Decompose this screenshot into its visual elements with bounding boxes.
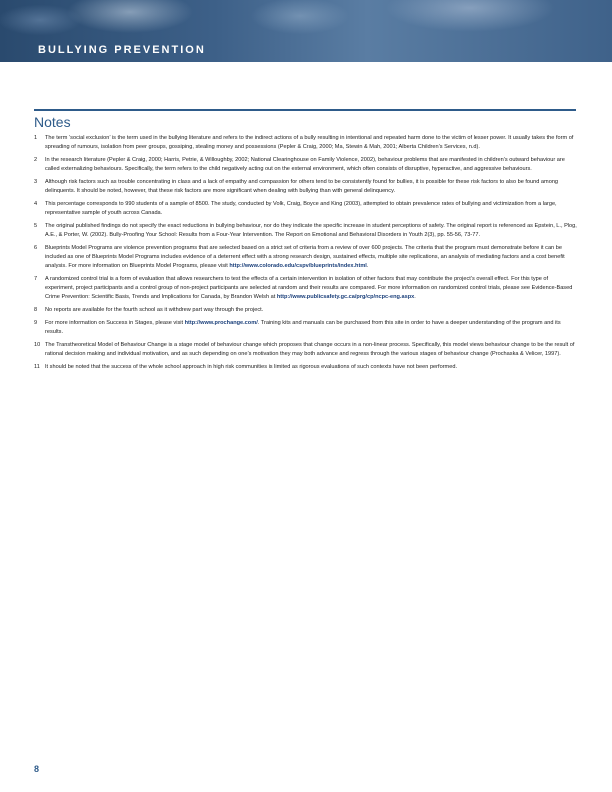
note-text: It should be noted that the success of the whole school approach in high risk communities is limited as rigorous evaluations of such contexts have not been performed.	[45, 364, 457, 370]
note-body: A randomized control trial is a form of evaluation that allows researchers to test the effects of a certain intervention in isolation of other factors that may contribute the project’s overall effect. For this type of experiment, project participants and a control group of non-project participants are selected at random and their results are compared. For more information on randomized control trials, please see Evidence-Based Crime Prevention: Scientific Basis, Trends and Implications for Canada, by Brandon Welsh at	[45, 276, 573, 300]
note-item	[34, 222, 578, 240]
note-number: 7	[34, 276, 38, 282]
note-number: 11	[34, 364, 40, 370]
note-item	[34, 319, 578, 337]
note-text: This percentage corresponds to 990 students of a sample of 8500. The study, conducted by Volk, Craig, Boyce and King (2003), attempted to obtain prevalence rates of bullying and victimization from a large, representative sample of youth across Canada.	[45, 201, 557, 216]
note-item	[34, 341, 578, 359]
note-item	[34, 134, 578, 152]
note-suffix: .	[414, 294, 416, 300]
note-text: The Transtheoretical Model of Behaviour Change is a stage model of behaviour change which proposes that change occurs in a non-linear process. Specifically, this model views behaviour change to be the result of rational decision making and individual motivation, and as such depending on one’s motivation they may both advance and regress through the various stages of behaviour change (Prochaska & Velicer, 1997).	[45, 342, 575, 357]
note-item	[34, 275, 578, 302]
prochange-link[interactable]: http://www.prochange.com/	[184, 320, 258, 326]
note-item	[34, 244, 578, 271]
note-text: Although risk factors such as trouble concentrating in class and a lack of empathy and compassion for others tend to be consistently found for bullies, it is possible for these risk factors to also be found among delinquents. It should be noted, however, that these risk factors are more significant when dealing with bullying than with general delinquency.	[45, 179, 559, 194]
header-photo	[0, 0, 612, 40]
section-heading: Notes	[34, 114, 71, 130]
note-number: 9	[34, 320, 38, 326]
section-rule	[34, 109, 576, 111]
note-item	[34, 200, 578, 218]
note-text: In the research literature (Pepler & Craig, 2000; Harris, Petrie, & Willoughby, 2002; National Clearinghouse on Family Violence, 2002), behaviour problems that are manifested in children’s outward behaviour are called externalizing behaviours. Specifically, the term refers to the child negatively acting out on the external environment, which often consists of disruptive, hyperactive, and aggressive behaviours.	[45, 157, 565, 172]
note-text: The term ‘social exclusion’ is the term used in the bullying literature and refers to the indirect actions of a bully resulting in intentional and repeated harm done to the victim of lesser power. It usually takes the form of spreading of rumours, isolation from peer groups, gossiping, stealing money and possessions (Pepler & Craig, 2000; Ma, Stewin & Mah, 2001; Alberta Children’s Services, n.d).	[45, 135, 574, 150]
note-number: 5	[34, 223, 38, 229]
note-item	[34, 156, 578, 174]
note-text	[45, 244, 578, 271]
note-text	[45, 319, 578, 337]
note-text: No reports are available for the fourth school as it withdrew part way through the project.	[45, 307, 264, 313]
header-banner	[0, 0, 612, 62]
note-suffix: .	[366, 263, 369, 269]
note-item	[34, 178, 578, 196]
public-safety-link[interactable]: http://www.publicsafety.gc.ca/prg/cp/ncpc-eng.aspx	[276, 294, 415, 300]
note-number: 6	[34, 245, 38, 251]
note-item	[34, 306, 578, 315]
note-number: 4	[34, 201, 38, 207]
document-title: BULLYING PREVENTION	[38, 44, 206, 56]
note-suffix: . Training kits and manuals can be purchased from this site in order to have a deeper understanding of the program and its results.	[45, 320, 561, 335]
note-number: 3	[34, 179, 38, 185]
note-text: The original published findings do not specify the exact reductions in bullying behaviour, nor do they indicate the specific increase in student perceptions of safety. The original report is referenced as Epstein, L., Plog, A.E., & Porter, W. (2002). Bully-Proofing Your School: Results from a Four-Year Intervention. The Report on Emotional and Behavioral Disorders in Youth 2(3), pp. 55-56, 73-77.	[45, 223, 577, 238]
note-number: 1	[34, 135, 38, 141]
note-text	[45, 275, 578, 302]
note-body: Blueprints Model Programs are violence prevention programs that are selected based on a strict set of criteria from a review of over 600 projects. The criteria that the program must demonstrate before it can be included as one of Blueprints Model Programs includes evidence of a deterrent effect with a strong research design, sustained effects, multiple site replications, an analysis of mediating factors and a cost benefit analysis. For more information on Blueprints Model Programs, please visit	[45, 245, 565, 269]
note-number: 8	[34, 307, 38, 313]
page-number: 8	[34, 764, 40, 774]
notes-list	[34, 134, 578, 376]
blueprints-link[interactable]: http://www.colorado.edu/cspv/blueprints/index.html	[229, 263, 367, 269]
note-body: For more information on Success in Stages, please visit	[45, 320, 184, 326]
note-number: 2	[34, 157, 38, 163]
note-item	[34, 363, 578, 372]
note-number: 10	[34, 342, 41, 348]
